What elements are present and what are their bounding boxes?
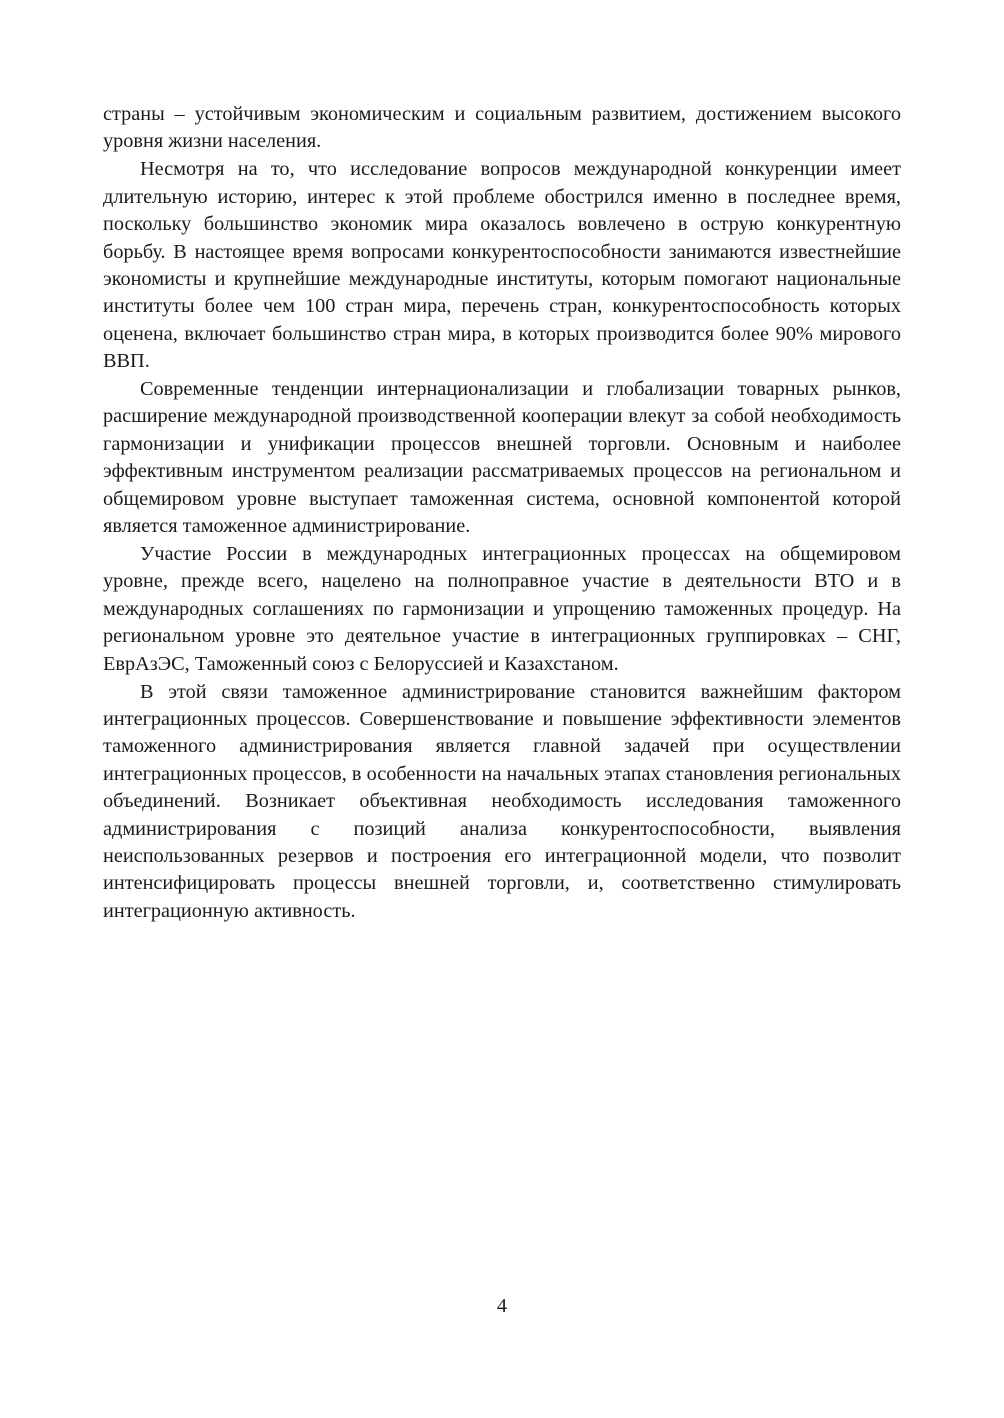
- paragraph: Участие России в международных интеграционных процессах на общемировом уровне, прежде всего, нацелено на полноправное участие в деятельности ВТО и в международных соглашениях по гармонизации и упрощению таможенных процедур. На региональном уровне это деятельное участие в интеграционных группировках – СНГ, ЕврАзЭС, Таможенный союз с Белоруссией и Казахстаном.: [103, 543, 901, 675]
- body-text: [103, 101, 901, 926]
- paragraph: Несмотря на то, что исследование вопросов международной конкуренции имеет длительную историю, интерес к этой проблеме обострился именно в последнее время, поскольку большинство экономик мира оказалось вовлечено в острую конкурентную борьбу. В настоящее время вопросами конкурентоспособности занимаются известнейшие экономисты и крупнейшие международные институты, которым помогают национальные институты более чем 100 стран мира, перечень стран, конкурентоспособность которых оценена, включает большинство стран мира, в которых производится более 90% мирового ВВП.: [103, 158, 901, 373]
- paragraph: Современные тенденции интернационализации и глобализации товарных рынков, расширение международной производственной кооперации влекут за собой необходимость гармонизации и унификации процессов внешней торговли. Основным и наиболее эффективным инструментом реализации рассматриваемых процессов на региональном и общемировом уровне выступает таможенная система, основной компонентой которой является таможенное администрирование.: [103, 378, 901, 538]
- page-number: 4: [496, 1295, 508, 1317]
- paragraph: В этой связи таможенное администрирование становится важнейшим фактором интеграционных процессов. Совершенствование и повышение эффективности элементов таможенного администрирования является главной задачей при осуществлении интеграционных процессов, в особенности на начальных этапах становления региональных объединений. Возникает объективная необходимость исследования таможенного администрирования с позиций анализа конкурентоспособности, выявления неиспользованных резервов и построения его интеграционной модели, что позволит интенсифицировать процессы внешней торговли, и, соответственно стимулировать интеграционную активность.: [103, 680, 901, 922]
- paragraph-continued: страны – устойчивым экономическим и социальным развитием, достижением высокого уровня жизни населения.: [103, 103, 901, 153]
